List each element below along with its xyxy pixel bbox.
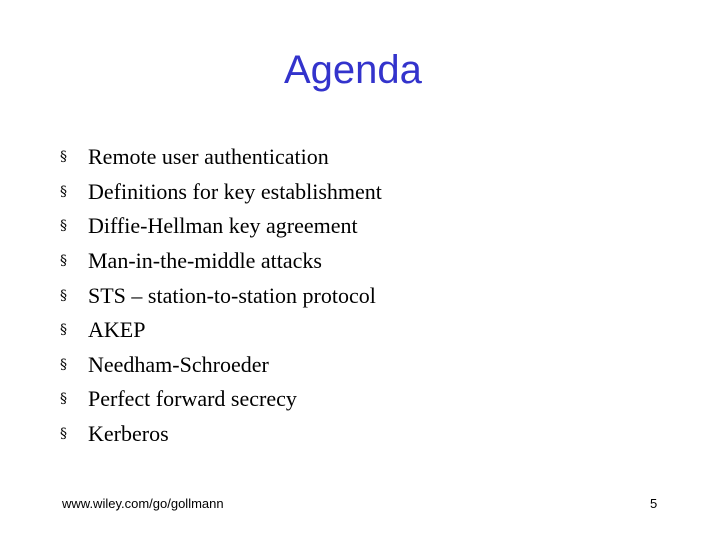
agenda-item-text: Kerberos — [88, 421, 169, 447]
agenda-item — [60, 348, 382, 383]
agenda-item-text: Diffie-Hellman key agreement — [88, 213, 358, 239]
agenda-item — [60, 140, 382, 175]
bullet-marker-icon: § — [60, 183, 67, 200]
agenda-item — [60, 382, 382, 417]
bullet-marker-icon: § — [60, 356, 67, 373]
agenda-item-text: STS – station-to-station protocol — [88, 282, 376, 308]
agenda-item — [60, 278, 382, 313]
bullet-marker-icon: § — [60, 287, 67, 304]
bullet-marker-icon: § — [60, 149, 67, 166]
bullet-marker-icon: § — [60, 253, 67, 270]
agenda-item — [60, 175, 382, 210]
agenda-item-text: AKEP — [88, 317, 146, 343]
bullet-marker-icon: § — [60, 426, 67, 443]
slide-title-text: Agenda — [284, 48, 422, 92]
agenda-item-text: Needham-Schroeder — [88, 351, 269, 377]
agenda-item — [60, 417, 382, 452]
bullet-marker-icon: § — [60, 218, 67, 235]
bullet-marker-icon: § — [60, 322, 67, 339]
agenda-item-text: Remote user authentication — [88, 144, 329, 170]
footer-url: www.wiley.com/go/gollmann — [62, 496, 224, 511]
agenda-item — [60, 244, 382, 279]
page-number: 5 — [650, 496, 658, 511]
agenda-item-text: Definitions for key establishment — [88, 178, 382, 204]
bullet-marker-icon: § — [60, 391, 67, 408]
agenda-item — [60, 313, 382, 348]
agenda-item-text: Perfect forward secrecy — [88, 386, 297, 412]
agenda-item-text: Man-in-the-middle attacks — [88, 248, 322, 274]
agenda-item — [60, 209, 382, 244]
agenda-list — [60, 140, 382, 451]
